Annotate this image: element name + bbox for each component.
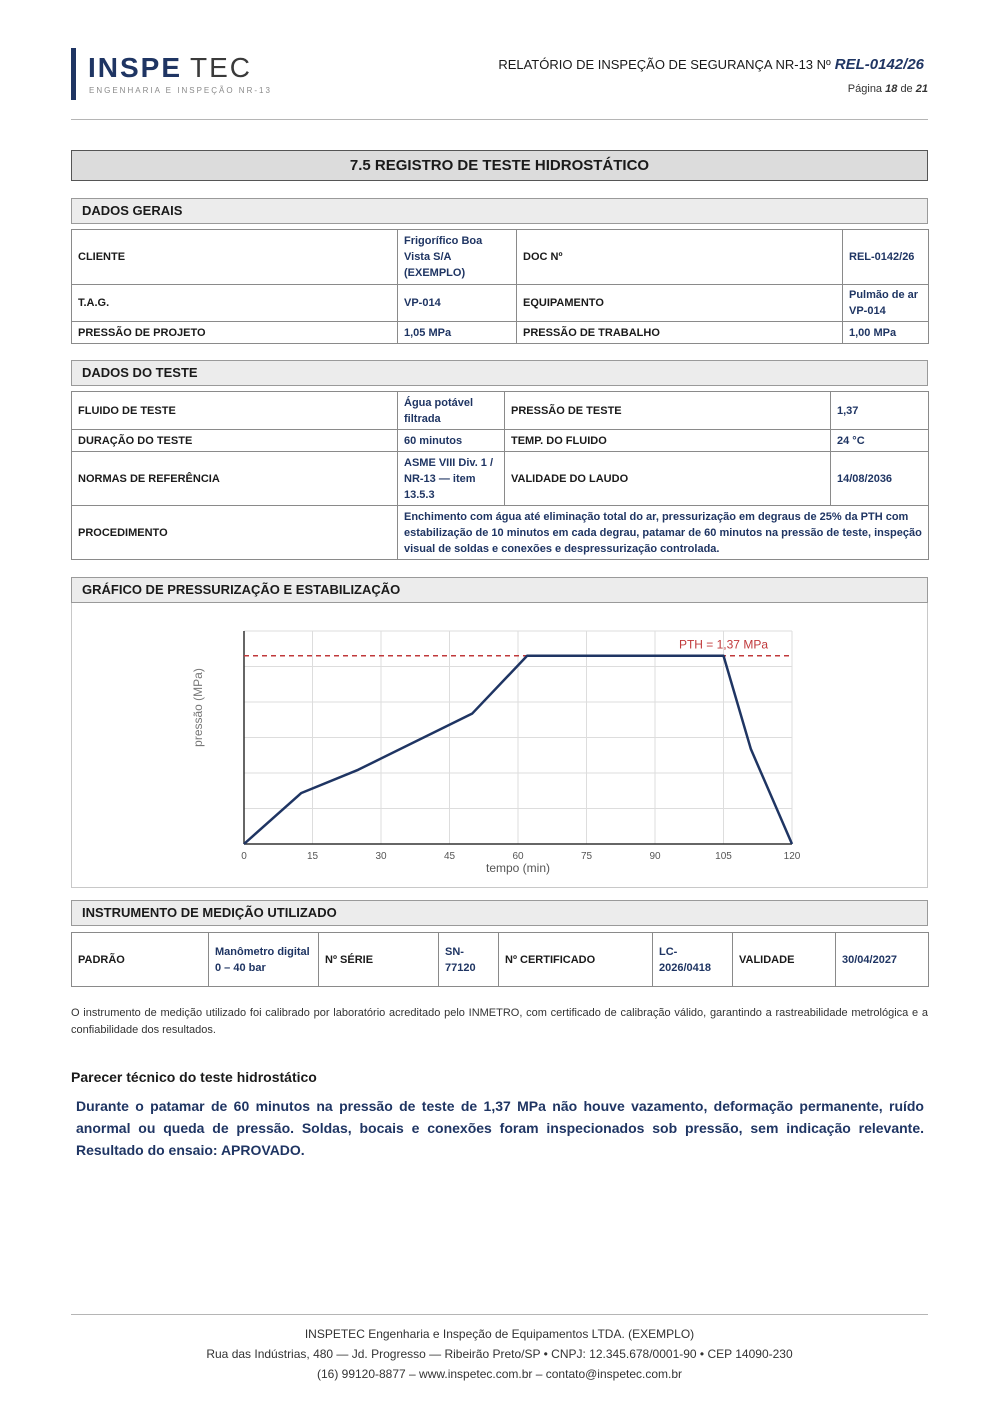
x-tick-label: 15: [306, 851, 319, 862]
label-pressao-teste: PRESSÃO DE TESTE: [505, 392, 831, 430]
value-normas: ASME VIII Div. 1 / NR-13 — item 13.5.3: [398, 452, 505, 506]
table-row: [72, 452, 929, 506]
report-number: REL-0142/26: [834, 56, 924, 73]
table-row: [72, 230, 929, 285]
label-normas: NORMAS DE REFERÊNCIA: [72, 452, 398, 506]
company-logo: INSPE TEC: [88, 52, 253, 83]
dados-gerais-table: [71, 229, 929, 344]
value-temp: 24 °C: [831, 430, 929, 452]
value-procedimento: Enchimento com água até eliminação total do ar, pressurização em degraus de 25% da PTH com estabilização de 10 minutos em cada degrau, patamar de 60 minutos na pressão de teste, inspeção visual de soldas e conexões e despressurização controlada.: [398, 506, 929, 560]
value-equipamento: Pulmão de ar VP-014: [843, 285, 929, 322]
label-pressao-trabalho: PRESSÃO DE TRABALHO: [517, 322, 843, 344]
label-pressao-projeto: PRESSÃO DE PROJETO: [72, 322, 398, 344]
x-tick-label: 105: [715, 851, 732, 862]
y-axis-label: pressão (MPa): [191, 668, 205, 747]
page-number: Página 18 de 21: [847, 83, 928, 95]
label-equipamento: EQUIPAMENTO: [517, 285, 843, 322]
table-row: [72, 430, 929, 452]
instrumento-table: [71, 932, 929, 987]
value-validade-laudo: 14/08/2036: [831, 452, 929, 506]
dados-teste-heading: DADOS DO TESTE: [71, 360, 928, 386]
value-serie: SN-77120: [439, 933, 499, 987]
pressure-chart: [72, 603, 929, 888]
table-row: [72, 392, 929, 430]
value-pressao-projeto: 1,05 MPa: [398, 322, 517, 344]
logo-subtitle: ENGENHARIA E INSPEÇÃO NR-13: [89, 86, 272, 95]
report-title: RELATÓRIO DE INSPEÇÃO DE SEGURANÇA NR-13 Nº REL-0142/26: [498, 56, 924, 73]
label-temp: TEMP. DO FLUIDO: [505, 430, 831, 452]
x-tick-label: 60: [512, 851, 524, 862]
value-tag: VP-014: [398, 285, 517, 322]
label-tag: T.A.G.: [72, 285, 398, 322]
label-validade-laudo: VALIDADE DO LAUDO: [505, 452, 831, 506]
label-validade: VALIDADE: [733, 933, 836, 987]
footer-address: Rua das Indústrias, 480 — Jd. Progresso — Ribeirão Preto/SP • CNPJ: 12.345.678/0001-90 • CEP 14090-230: [206, 1347, 793, 1361]
parecer-text: Durante o patamar de 60 minutos na pressão de teste de 1,37 MPa não houve vazamento, deformação permanente, ruído anormal ou queda de pressão. Soldas, bocais e conexões foram inspecionados sob pressão, sem indicação relevante. Resultado do ensaio: APROVADO.: [76, 1098, 924, 1158]
value-certificado: LC-2026/0418: [653, 933, 733, 987]
value-pressao-teste: 1,37: [831, 392, 929, 430]
x-tick-label: 30: [375, 851, 387, 862]
value-duracao: 60 minutos: [398, 430, 505, 452]
page-footer: [71, 1314, 928, 1384]
logo-bar: [71, 48, 76, 100]
x-tick-label: 120: [783, 851, 801, 862]
label-duracao: DURAÇÃO DO TESTE: [72, 430, 398, 452]
label-cliente: CLIENTE: [72, 230, 398, 285]
table-row: [72, 506, 929, 560]
label-fluido: FLUIDO DE TESTE: [72, 392, 398, 430]
value-validade: 30/04/2027: [836, 933, 929, 987]
label-doc: DOC Nº: [517, 230, 843, 285]
footer-company: INSPETEC Engenharia e Inspeção de Equipamentos LTDA. (EXEMPLO): [304, 1327, 695, 1341]
calibration-note: O instrumento de medição utilizado foi calibrado por laboratório acreditado pelo INMETRO, com certificado de calibração válido, garantindo a rastreabilidade metrológica e a confiabilidade dos resultados.: [71, 1007, 928, 1036]
label-certificado: Nº CERTIFICADO: [499, 933, 653, 987]
x-tick-label: 45: [443, 851, 456, 862]
pth-label: PTH = 1,37 MPa: [678, 637, 768, 652]
table-row: [72, 322, 929, 344]
footer-contact: (16) 99120-8877 – www.inspetec.com.br – contato@inspetec.com.br: [316, 1367, 683, 1381]
x-tick-label: 0: [241, 851, 247, 862]
page-header: [71, 44, 928, 120]
chart-container: [71, 603, 928, 888]
value-padrao: Manômetro digital 0 – 40 bar: [209, 933, 319, 987]
x-tick-label: 90: [649, 851, 661, 862]
table-row: [72, 285, 929, 322]
x-axis-label: tempo (min): [485, 861, 551, 875]
dados-teste-table: [71, 391, 929, 560]
table-row: [72, 933, 929, 987]
section-title: 7.5 REGISTRO DE TESTE HIDROSTÁTICO: [71, 150, 928, 181]
parecer-title: Parecer técnico do teste hidrostático: [71, 1069, 317, 1085]
value-fluido: Água potável filtrada: [398, 392, 505, 430]
dados-gerais-heading: DADOS GERAIS: [71, 198, 928, 224]
label-serie: Nº SÉRIE: [319, 933, 439, 987]
value-cliente: Frigorífico Boa Vista S/A (EXEMPLO): [398, 230, 517, 285]
x-tick-label: 75: [580, 851, 593, 862]
value-doc: REL-0142/26: [843, 230, 929, 285]
instrumento-heading: INSTRUMENTO DE MEDIÇÃO UTILIZADO: [71, 900, 928, 926]
value-pressao-trabalho: 1,00 MPa: [843, 322, 929, 344]
grafico-heading: GRÁFICO DE PRESSURIZAÇÃO E ESTABILIZAÇÃO: [71, 577, 928, 603]
label-procedimento: PROCEDIMENTO: [72, 506, 398, 560]
label-padrao: PADRÃO: [72, 933, 209, 987]
